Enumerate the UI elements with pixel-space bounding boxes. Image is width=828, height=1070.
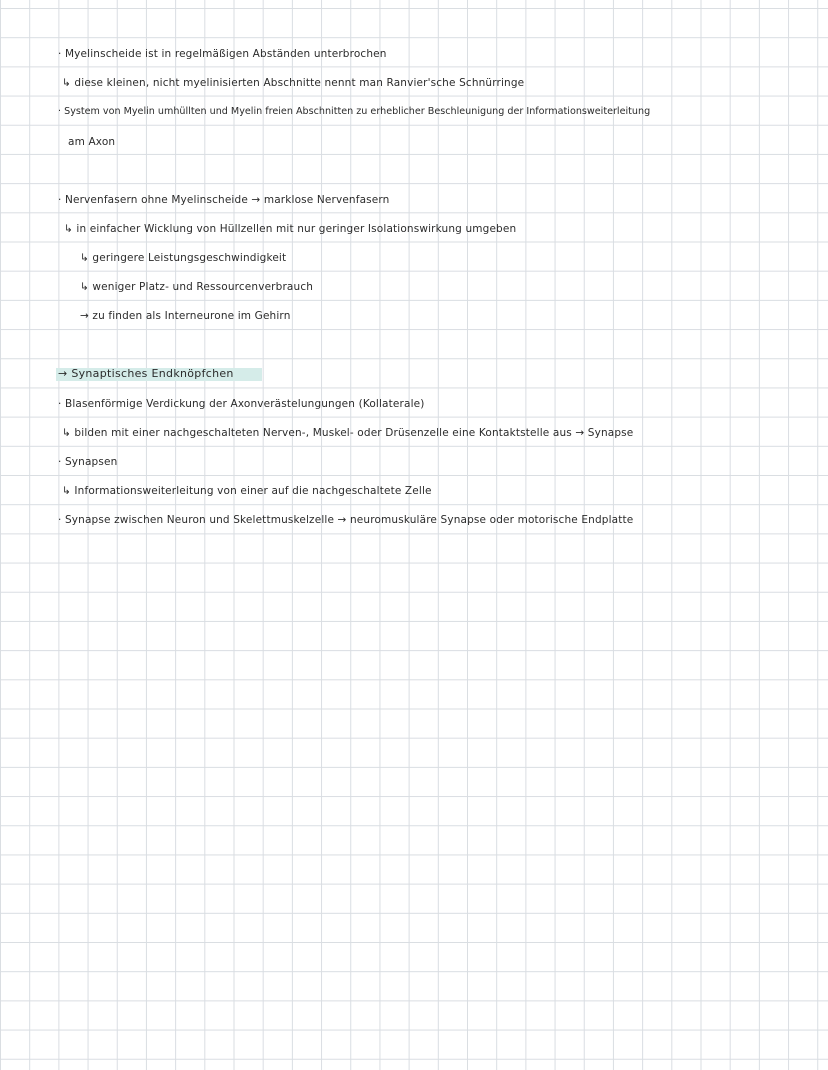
note-line-myelin-system: · System von Myelin umhüllten und Myelin freien Abschnitten zu erheblicher Beschleunigung der Informationsweiterleitung (58, 106, 651, 117)
note-line-neuromuscular-junction: · Synapse zwischen Neuron und Skelettmuskelzelle → neuromuskuläre Synapse oder motorische Endplatte (58, 514, 634, 526)
note-line-bouton-description: · Blasenförmige Verdickung der Axonverästelungungen (Kollaterale) (58, 398, 425, 410)
note-line-less-resources: ↳ weniger Platz- und Ressourcenverbrauch (80, 281, 314, 293)
note-line-contact-point: ↳ bilden mit einer nachgeschalteten Nerven-, Muskel- oder Drüsenzelle eine Kontaktstelle aus → Synapse (62, 427, 634, 439)
note-line-axon: am Axon (68, 136, 116, 148)
section-heading-synaptic-bouton: → Synaptisches Endknöpfchen (58, 367, 234, 380)
note-line-information-transfer: ↳ Informationsweiterleitung von einer auf die nachgeschaltete Zelle (62, 485, 432, 497)
note-line-synapses: · Synapsen (58, 456, 118, 468)
note-line-ranvier-nodes: ↳ diese kleinen, nicht myelinisierten Abschnitte nennt man Ranvier'sche Schnürringe (62, 77, 525, 89)
note-line-myelin-interrupted: · Myelinscheide ist in regelmäßigen Abständen unterbrochen (58, 48, 387, 60)
note-line-lower-speed: ↳ geringere Leistungsgeschwindigkeit (80, 252, 287, 264)
note-line-schwann-wrapping: ↳ in einfacher Wicklung von Hüllzellen mit nur geringer Isolationswirkung umgeben (64, 223, 517, 235)
note-line-unmyelinated-fibers: · Nervenfasern ohne Myelinscheide → marklose Nervenfasern (58, 194, 390, 206)
note-line-interneurons: → zu finden als Interneurone im Gehirn (80, 310, 291, 322)
